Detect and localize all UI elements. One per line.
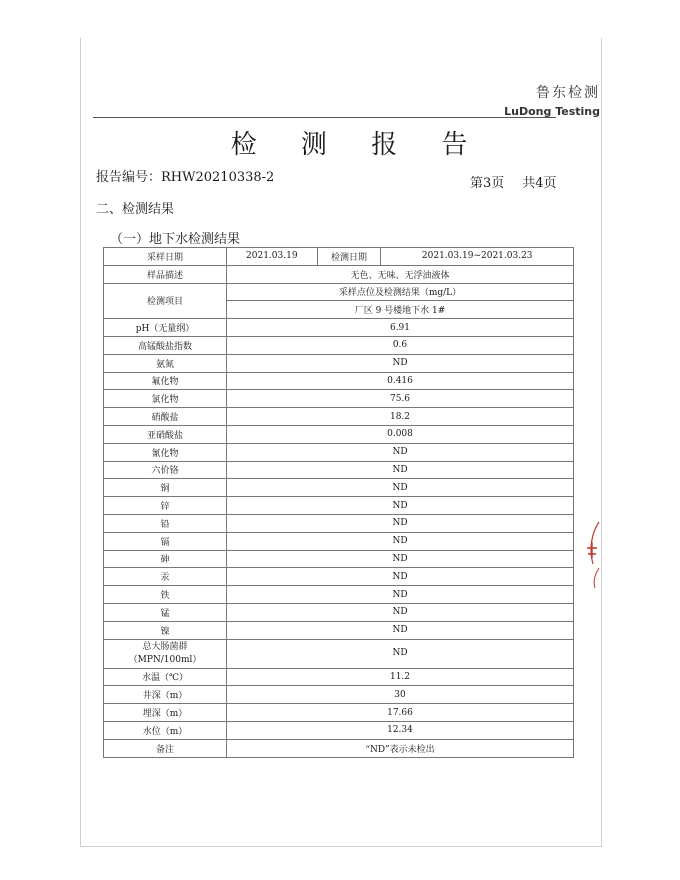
table-row [104, 265, 574, 283]
total-pages: 共4页 [522, 176, 557, 191]
item-name-line1: 总大肠菌群 [142, 641, 188, 652]
subsection-heading: （一）地下水检测结果 [110, 232, 241, 247]
table-row [104, 550, 574, 568]
item-name: 亚硝酸盐 [104, 425, 227, 443]
item-value: “ND”表示未检出 [227, 739, 574, 757]
test-date: 2021.03.19~2021.03.23 [381, 248, 574, 266]
item-name: 镍 [104, 621, 227, 639]
page-info [470, 172, 557, 191]
results-table [103, 247, 574, 758]
table-row [104, 336, 574, 354]
item-value: 0.416 [227, 372, 574, 390]
item-name: 氯化物 [104, 390, 227, 408]
item-value: ND [227, 479, 574, 497]
item-name: 井深（m） [104, 686, 227, 704]
table-row [104, 704, 574, 722]
item-value: ND [227, 568, 574, 586]
table-row [104, 668, 574, 686]
table-row [104, 479, 574, 497]
item-value: 18.2 [227, 408, 574, 426]
item-value: 6.91 [227, 319, 574, 337]
table-row [104, 603, 574, 621]
item-value: ND [227, 461, 574, 479]
item-name [104, 639, 227, 668]
logo-english: LuDong Testing [504, 105, 600, 118]
item-name: 砷 [104, 550, 227, 568]
item-value: ND [227, 550, 574, 568]
test-date-label: 检测日期 [317, 248, 381, 266]
description-label: 样品描述 [104, 265, 227, 283]
table-row [104, 372, 574, 390]
item-value: ND [227, 586, 574, 604]
description-value: 无色、无味、无浮油液体 [227, 265, 574, 283]
item-value: 0.008 [227, 425, 574, 443]
item-name: 氰化物 [104, 443, 227, 461]
item-name: 水位（m） [104, 721, 227, 739]
table-row [104, 461, 574, 479]
point-name: 厂区 9 号楼地下水 1# [227, 301, 574, 319]
item-name: 铜 [104, 479, 227, 497]
item-name: 高锰酸盐指数 [104, 336, 227, 354]
item-name: 铁 [104, 586, 227, 604]
item-value: ND [227, 514, 574, 532]
table-row [104, 390, 574, 408]
table-row [104, 739, 574, 757]
table-row [104, 686, 574, 704]
item-name: 锰 [104, 603, 227, 621]
company-logo [504, 82, 600, 118]
item-name: 水温（℃） [104, 668, 227, 686]
table-row [104, 721, 574, 739]
item-label: 检测项目 [104, 283, 227, 319]
item-name: 硝酸盐 [104, 408, 227, 426]
seal-stamp-fragment [585, 520, 601, 590]
item-name-line2: （MPN/100ml） [128, 654, 202, 665]
table-row [104, 639, 574, 668]
item-value: ND [227, 443, 574, 461]
header-divider [93, 117, 556, 118]
item-value: 30 [227, 686, 574, 704]
item-name: 备注 [104, 739, 227, 757]
item-value: ND [227, 532, 574, 550]
page-title: 检 测 报 告 [230, 130, 486, 160]
table-row [104, 283, 574, 301]
item-name: 汞 [104, 568, 227, 586]
table-row [104, 532, 574, 550]
logo-chinese: 鲁东检测 [536, 85, 600, 101]
item-value: ND [227, 603, 574, 621]
table-row [104, 443, 574, 461]
item-name: 埋深（m） [104, 704, 227, 722]
table-row [104, 408, 574, 426]
item-name: 锌 [104, 497, 227, 515]
table-row [104, 425, 574, 443]
item-value: ND [227, 497, 574, 515]
item-value: ND [227, 621, 574, 639]
report-number: 报告编号：RHW20210338-2 [96, 170, 275, 185]
item-name: 铅 [104, 514, 227, 532]
item-value: ND [227, 354, 574, 372]
table-row [104, 319, 574, 337]
item-name: 氨氮 [104, 354, 227, 372]
table-row [104, 514, 574, 532]
item-value: 17.66 [227, 704, 574, 722]
table-row [104, 621, 574, 639]
table-row [104, 497, 574, 515]
table-row [104, 354, 574, 372]
item-name: 氟化物 [104, 372, 227, 390]
table-row [104, 568, 574, 586]
item-value: 11.2 [227, 668, 574, 686]
sampling-date: 2021.03.19 [227, 248, 318, 266]
sampling-date-label: 采样日期 [104, 248, 227, 266]
item-value: ND [227, 639, 574, 668]
point-header: 采样点位及检测结果（mg/L） [227, 283, 574, 301]
page-number: 第3页 [470, 176, 505, 191]
item-name: 六价铬 [104, 461, 227, 479]
item-value: 0.6 [227, 336, 574, 354]
item-name: 镉 [104, 532, 227, 550]
item-value: 12.34 [227, 721, 574, 739]
item-value: 75.6 [227, 390, 574, 408]
table-row [104, 248, 574, 266]
item-name: pH（无量纲） [104, 319, 227, 337]
table-row [104, 586, 574, 604]
section-heading: 二、检测结果 [96, 202, 175, 217]
